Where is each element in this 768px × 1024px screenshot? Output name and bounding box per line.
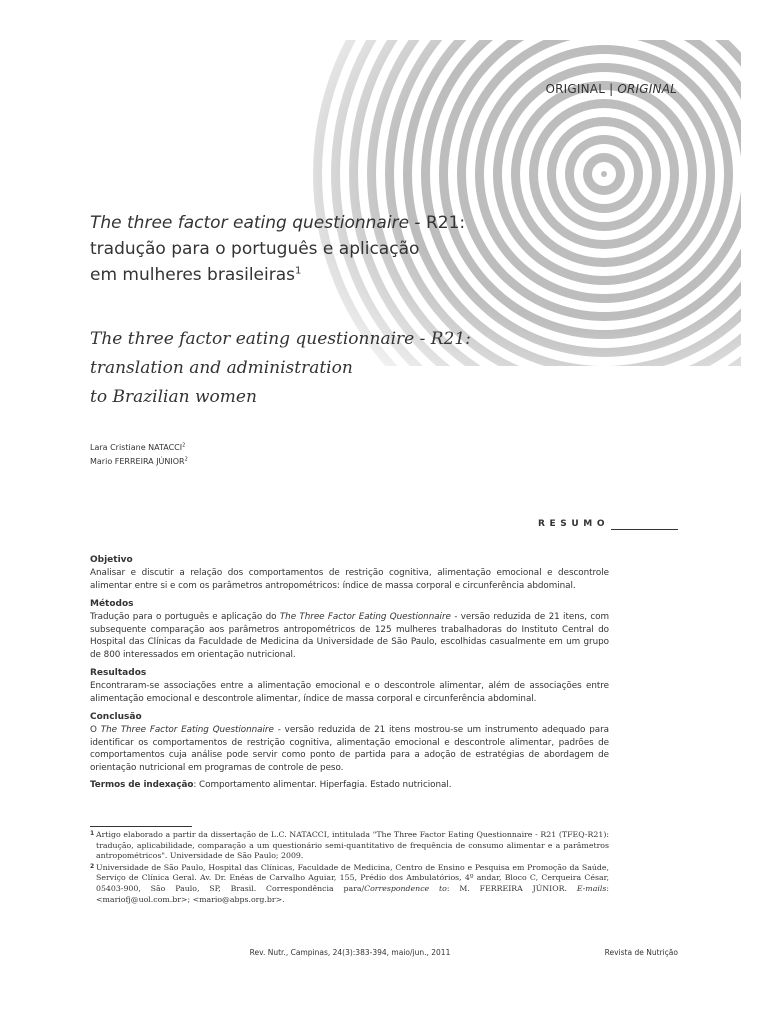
journal-citation: Rev. Nutr., Campinas, 24(3):383-394, maio/jun., 2011 bbox=[249, 948, 451, 957]
title-pt-line3 bbox=[90, 262, 470, 288]
footnotes bbox=[90, 830, 609, 906]
conclusao-text-a: O bbox=[90, 725, 101, 735]
author-name bbox=[90, 455, 188, 469]
conclusao-text bbox=[90, 724, 609, 774]
abstract-heading-rule bbox=[611, 529, 678, 530]
conclusao-text-b: - versão reduzida de 21 itens mostrou-se um instrumento adequado para identificar os comportamentos de restrição cognitiva, alimentação emocional e descontrole alimentar, padrões de comportamentos cuja análise pode servir como ponto de partida para a adoção de estratégias de abordagem de orientação nutricional em programas de controle de peso. bbox=[90, 725, 610, 773]
metodos-heading: Métodos bbox=[90, 599, 134, 609]
footnote-1-number: 1 bbox=[90, 830, 95, 837]
objetivo-heading: Objetivo bbox=[90, 555, 133, 565]
title-pt-rest: - R21: bbox=[409, 213, 466, 233]
conclusao-text-italic: The Three Factor Eating Questionnaire bbox=[100, 725, 274, 735]
footnote-2-text-italic: Correspondence to bbox=[364, 883, 447, 893]
footnote-2-text-b: : M. FERREIRA JÚNIOR. bbox=[446, 883, 577, 893]
footnote-2-emails: : <mariofj@uol.com.br>; <mario@abps.org.br>. bbox=[96, 883, 609, 904]
index-terms-text: : Comportamento alimentar. Hiperfagia. Estado nutricional. bbox=[193, 780, 452, 790]
metodos-text-italic: The Three Factor Eating Questionnaire bbox=[279, 612, 451, 622]
section-label-italic: ORIGINAL bbox=[617, 82, 677, 96]
footnote-2-text-a: Universidade de São Paulo, Hospital das Clínicas, Faculdade de Medicina, Centro de Ensino e Pesquisa em Promoção da Saúde, Serviço de Clínica Geral. Av. Dr. Enéas de Carvalho Aguiar, 155, Prédio dos Ambulatórios, 4º andar, Bloco C, Cerqueira César, 05403-900, São Paulo, SP, Brasil. Correspondência para/ bbox=[96, 862, 609, 893]
footnote-1-text: Artigo elaborado a partir da dissertação de L.C. NATACCI, intitulada "The Three Factor Eating Questionnaire - R21 (TFEQ-R21): tradução, aplicabilidade, comparação a um questionário semi-quantitativo de frequência de consumo alimentar e a parâmetros antropométricos". Universidade de São Paulo; 2009. bbox=[96, 830, 609, 861]
author-list bbox=[90, 441, 188, 469]
title-pt-line1 bbox=[90, 210, 470, 236]
title-footnote-mark: 1 bbox=[295, 265, 302, 277]
author-2-affiliation-mark: 2 bbox=[184, 456, 188, 463]
title-en-line2: translation and administration bbox=[90, 358, 353, 378]
title-english bbox=[90, 325, 490, 412]
author-1-affiliation-mark: 2 bbox=[182, 442, 186, 449]
section-label-regular: ORIGINAL | bbox=[545, 82, 618, 96]
footnote-1 bbox=[90, 830, 609, 862]
footnote-2-number: 2 bbox=[90, 862, 95, 870]
abstract-body bbox=[90, 553, 609, 797]
metodos-text-a: Tradução para o português e aplicação do bbox=[90, 612, 280, 622]
author-name bbox=[90, 441, 188, 455]
title-portuguese bbox=[90, 210, 470, 288]
author-1-name: Lara Cristiane NATACCI bbox=[90, 443, 183, 452]
objetivo-text: Analisar e discutir a relação dos comportamentos de restrição cognitiva, alimentação emocional e descontrole alimentar entre si e com os parâmetros antropométricos: índice de massa corporal e circunferência abdominal. bbox=[90, 568, 609, 591]
title-pt-italic: The three factor eating questionnaire bbox=[90, 213, 410, 233]
footnote-rule bbox=[90, 826, 192, 827]
title-en-line3: to Brazilian women bbox=[90, 387, 257, 407]
title-pt-line2: tradução para o português e aplicação bbox=[90, 239, 420, 259]
index-terms-label: Termos de indexação bbox=[90, 780, 194, 790]
conclusao-heading: Conclusão bbox=[90, 712, 142, 722]
footnote-2 bbox=[90, 863, 609, 905]
metodos-text bbox=[90, 611, 609, 661]
index-terms bbox=[90, 779, 609, 792]
title-pt-line3-text: em mulheres brasileiras bbox=[90, 265, 295, 285]
resultados-heading: Resultados bbox=[90, 668, 147, 678]
resultados-text: Encontraram-se associações entre a alimentação emocional e o descontrole alimentar, além de associações entre alimentação emocional e descontrole alimentar, índice de massa corporal e circunferência abdominal. bbox=[90, 681, 609, 704]
metodos-text-b: - versão reduzida de 21 itens, com subsequente comparação aos parâmetros antropométricos de 125 mulheres trabalhadoras do Instituto Central do Hospital das Clínicas da Faculdade de Medicina da Universidade de São Paulo, escolhidas casualmente em um grupo de 800 interessados em orientação nutricional. bbox=[90, 612, 610, 660]
abstract-heading: RESUMO bbox=[538, 519, 610, 529]
section-label bbox=[440, 82, 677, 96]
author-2-name: Mario FERREIRA JÚNIOR bbox=[90, 457, 185, 466]
journal-name: Revista de Nutrição bbox=[604, 948, 678, 957]
title-en-line1: The three factor eating questionnaire - R21: bbox=[90, 329, 471, 349]
footnote-2-emails-label: E-mails bbox=[576, 883, 607, 893]
